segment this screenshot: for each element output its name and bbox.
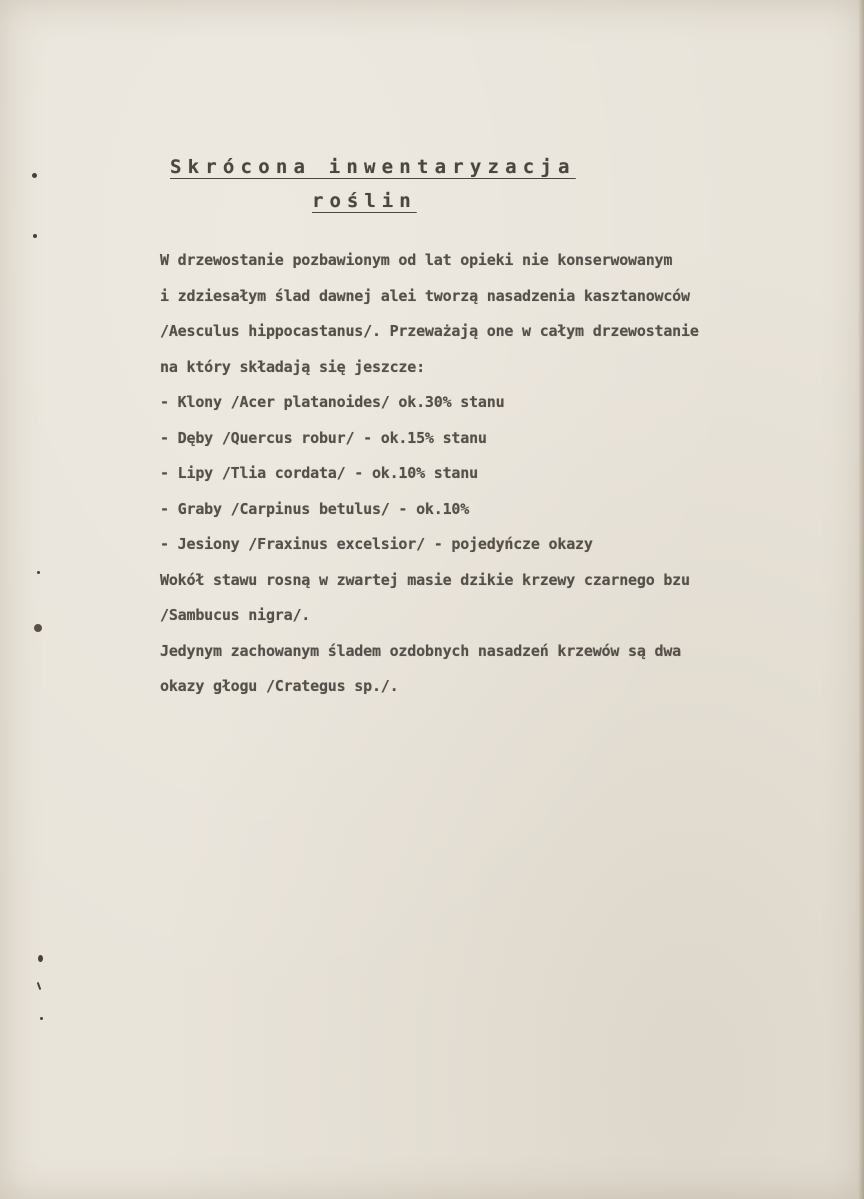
margin-mark bbox=[34, 624, 42, 632]
document-title: Skrócona inwentaryzacja bbox=[170, 156, 576, 178]
margin-mark bbox=[33, 234, 37, 238]
document-body bbox=[160, 243, 820, 705]
margin-mark bbox=[37, 982, 42, 990]
margin-mark bbox=[32, 173, 37, 178]
body-line: /Sambucus nigra/. bbox=[160, 606, 311, 624]
paper-edge bbox=[858, 0, 864, 1199]
body-line: na który składają się jeszcze: bbox=[160, 357, 425, 376]
body-line: okazy głogu /Crategus sp./. bbox=[160, 677, 399, 695]
list-item: - Klony /Acer platanoides/ ok.30% stanu bbox=[160, 393, 505, 411]
list-item: - Lipy /Tlia cordata/ - ok.10% stanu bbox=[160, 464, 478, 482]
body-line: W drzewostanie pozbawionym od lat opieki nie konserwowanym bbox=[160, 251, 673, 269]
body-line: /Aesculus hippocastanus/. Przeważają one w całym drzewostanie bbox=[160, 322, 699, 340]
body-line: Wokół stawu rosną w zwartej masie dzikie krzewy czarnego bzu bbox=[160, 570, 690, 589]
list-item: - Jesiony /Fraxinus excelsior/ - pojedyńcze okazy bbox=[160, 535, 593, 553]
list-item: - Graby /Carpinus betulus/ - ok.10% bbox=[160, 499, 470, 518]
margin-mark bbox=[38, 955, 43, 962]
body-line: i zdziesałym ślad dawnej alei tworzą nasadzenia kasztanowców bbox=[160, 286, 690, 305]
margin-mark bbox=[40, 1017, 43, 1020]
margin-mark bbox=[37, 571, 40, 574]
document-title-continued: roślin bbox=[312, 190, 417, 212]
body-line: Jedynym zachowanym śladem ozdobnych nasadzeń krzewów są dwa bbox=[160, 641, 682, 660]
list-item: - Dęby /Quercus robur/ - ok.15% stanu bbox=[160, 428, 487, 447]
